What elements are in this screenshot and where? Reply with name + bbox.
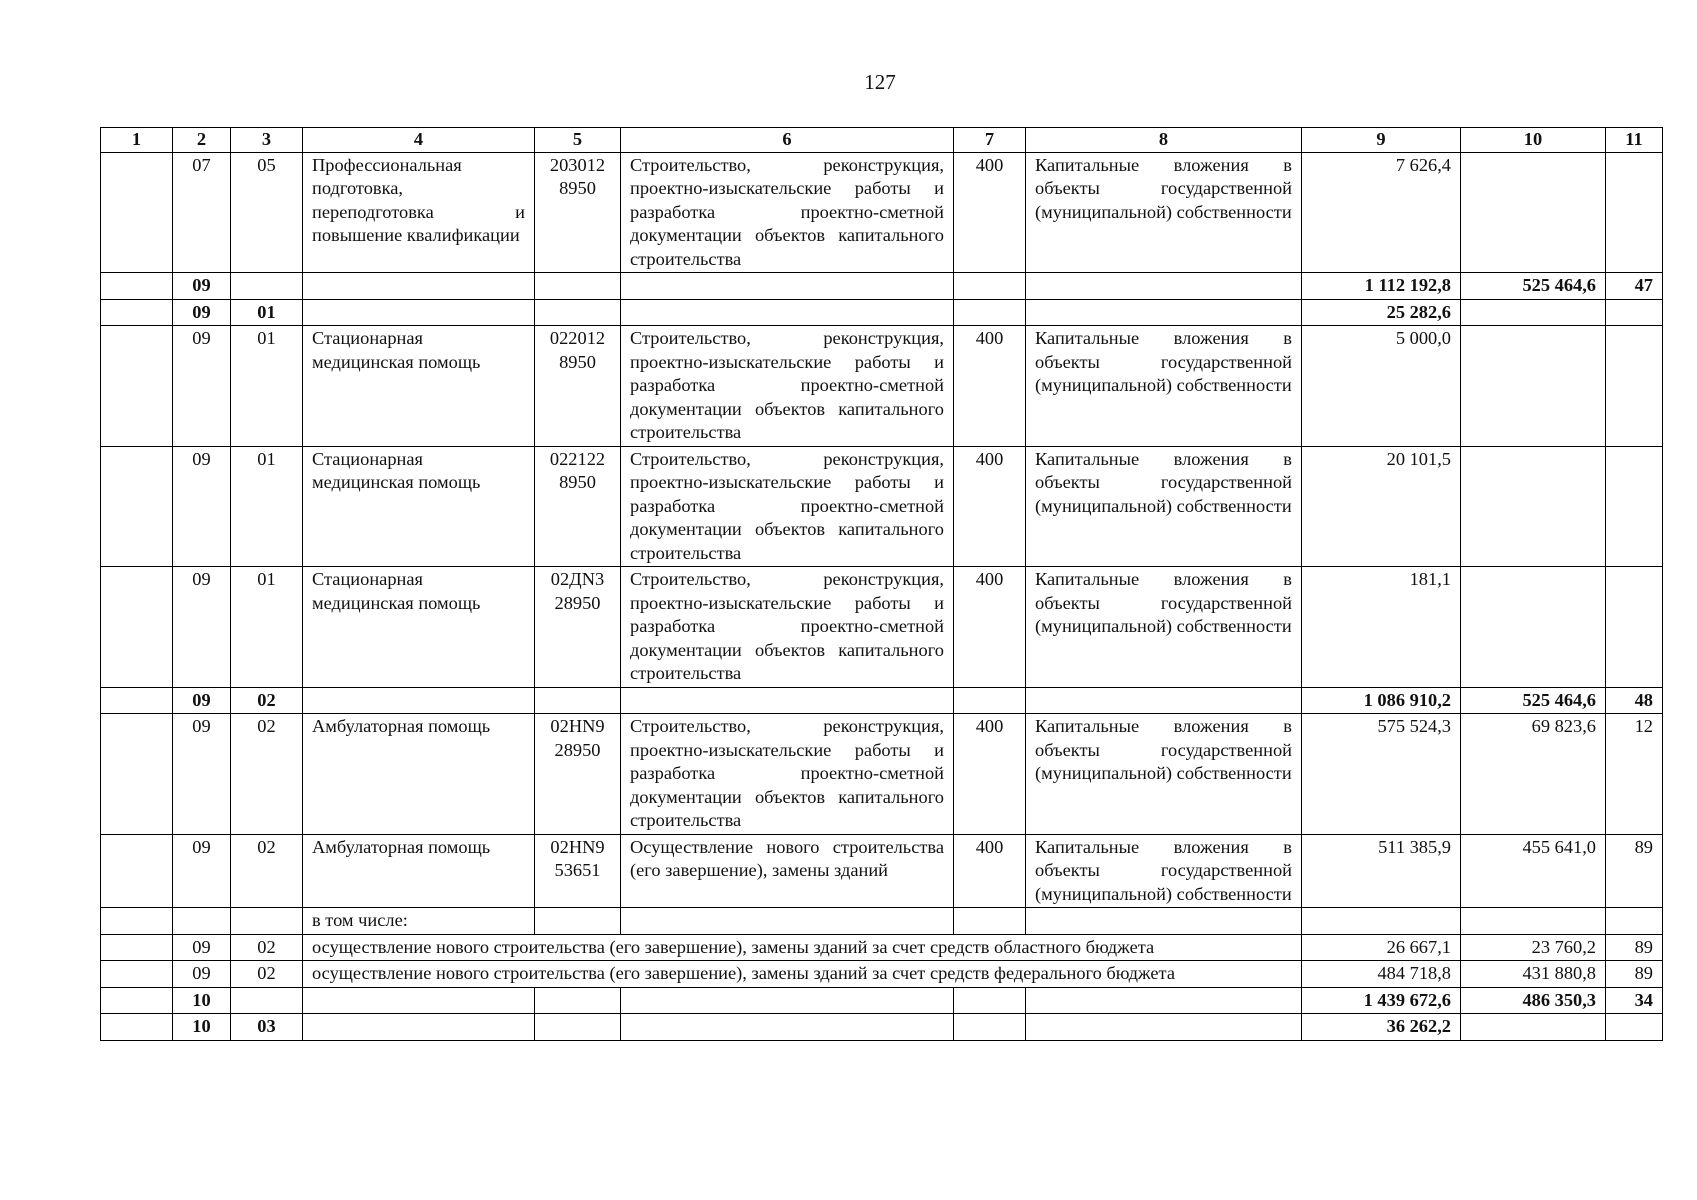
cell-amount-2: [1461, 1014, 1606, 1041]
cell-amount-2: [1461, 446, 1606, 567]
cell-section: 09: [173, 687, 231, 714]
cell-subsection: 02: [231, 961, 303, 988]
table-row: [101, 567, 1663, 688]
cell-empty: [535, 687, 621, 714]
cell-percent: 47: [1606, 273, 1663, 300]
cell-amount-2: 525 464,6: [1461, 273, 1606, 300]
table-row: [101, 714, 1663, 835]
cell-amount-2: 455 641,0: [1461, 834, 1606, 908]
cell-subsection: 02: [231, 714, 303, 835]
cell-amount: 484 718,8: [1302, 961, 1461, 988]
cell-empty: [1302, 908, 1461, 935]
page-number: 127: [864, 70, 896, 94]
cell-amount-2: 69 823,6: [1461, 714, 1606, 835]
cell-subsection: 02: [231, 834, 303, 908]
cell-subsection: 03: [231, 1014, 303, 1041]
cell-amount: 1 439 672,6: [1302, 987, 1461, 1014]
table-row-subtotal: [101, 273, 1663, 300]
cell-empty: [303, 987, 535, 1014]
cell-empty: [954, 273, 1026, 300]
cell-percent: [1606, 446, 1663, 567]
cell-expense-type: 400: [954, 567, 1026, 688]
cell-empty: [101, 152, 173, 273]
cell-amount: 36 262,2: [1302, 1014, 1461, 1041]
cell-subsection-name: Амбулаторная помощь: [303, 714, 535, 835]
cell-expense-name: Капитальные вложения в объекты государственной (муниципальной) собственности: [1026, 446, 1302, 567]
table-row-subtotal: [101, 1014, 1663, 1041]
cell-percent: [1606, 1014, 1663, 1041]
cell-empty: [621, 299, 954, 326]
cell-subsection: 01: [231, 446, 303, 567]
cell-empty: [621, 273, 954, 300]
cell-percent: 34: [1606, 987, 1663, 1014]
table-row: [101, 326, 1663, 447]
column-header: 9: [1302, 128, 1461, 153]
cell-empty: [303, 687, 535, 714]
cell-amount: 26 667,1: [1302, 934, 1461, 961]
cell-empty: [101, 908, 173, 935]
table-row: [101, 834, 1663, 908]
cell-direction: Строительство, реконструкция, проектно-изыскательские работы и разработка проектно-сметной документации объектов капитального строительства: [621, 326, 954, 447]
cell-percent: [1606, 567, 1663, 688]
cell-empty: [535, 299, 621, 326]
cell-empty: [621, 987, 954, 1014]
cell-subsection: [231, 273, 303, 300]
cell-amount: 181,1: [1302, 567, 1461, 688]
cell-direction: Строительство, реконструкция, проектно-изыскательские работы и разработка проектно-сметной документации объектов капитального строительства: [621, 714, 954, 835]
cell-amount: 20 101,5: [1302, 446, 1461, 567]
cell-empty: [1606, 908, 1663, 935]
column-header: 7: [954, 128, 1026, 153]
table-row-subtotal: [101, 299, 1663, 326]
cell-empty: [101, 1014, 173, 1041]
cell-empty: [535, 908, 621, 935]
column-header: 1: [101, 128, 173, 153]
cell-empty: [1461, 908, 1606, 935]
table-row: [101, 446, 1663, 567]
cell-percent: 12: [1606, 714, 1663, 835]
cell-target-code: 022122 8950: [535, 446, 621, 567]
cell-amount-2: 431 880,8: [1461, 961, 1606, 988]
cell-amount: 511 385,9: [1302, 834, 1461, 908]
cell-expense-type: 400: [954, 714, 1026, 835]
cell-subsection-name: Амбулаторная помощь: [303, 834, 535, 908]
cell-empty: [101, 714, 173, 835]
cell-expense-name: Капитальные вложения в объекты государственной (муниципальной) собственности: [1026, 152, 1302, 273]
cell-empty: [621, 1014, 954, 1041]
cell-section: 09: [173, 934, 231, 961]
column-header: 3: [231, 128, 303, 153]
cell-empty: [101, 961, 173, 988]
cell-percent: [1606, 299, 1663, 326]
cell-empty: [954, 687, 1026, 714]
cell-empty: [1026, 687, 1302, 714]
cell-subsection: [231, 987, 303, 1014]
cell-expense-name: Капитальные вложения в объекты государственной (муниципальной) собственности: [1026, 834, 1302, 908]
cell-section: 10: [173, 1014, 231, 1041]
cell-amount-2: 23 760,2: [1461, 934, 1606, 961]
cell-empty: [101, 326, 173, 447]
cell-empty: [231, 908, 303, 935]
cell-expense-type: 400: [954, 446, 1026, 567]
cell-section: 09: [173, 273, 231, 300]
cell-section: 09: [173, 567, 231, 688]
cell-empty: [1026, 908, 1302, 935]
cell-subsection: 02: [231, 934, 303, 961]
cell-direction: Осуществление нового строительства (его завершение), замены зданий: [621, 834, 954, 908]
cell-amount-2: [1461, 299, 1606, 326]
cell-subsection-name: Стационарная медицинская помощь: [303, 446, 535, 567]
cell-amount: 1 086 910,2: [1302, 687, 1461, 714]
cell-target-code: 02ДN3 28950: [535, 567, 621, 688]
cell-percent: 89: [1606, 961, 1663, 988]
cell-empty: [303, 273, 535, 300]
cell-amount-2: [1461, 326, 1606, 447]
cell-percent: [1606, 326, 1663, 447]
cell-expense-type: 400: [954, 326, 1026, 447]
cell-empty: [954, 908, 1026, 935]
cell-section: 09: [173, 299, 231, 326]
cell-section: 09: [173, 446, 231, 567]
cell-including-item: осуществление нового строительства (его завершение), замены зданий за счет средств областного бюджета: [303, 934, 1302, 961]
cell-subsection-name: Профессиональная подготовка, переподготовка и повышение квалификации: [303, 152, 535, 273]
cell-empty: [954, 1014, 1026, 1041]
column-header: 10: [1461, 128, 1606, 153]
cell-subsection: 01: [231, 567, 303, 688]
cell-empty: [1026, 299, 1302, 326]
cell-empty: [535, 1014, 621, 1041]
cell-empty: [101, 834, 173, 908]
column-header: 11: [1606, 128, 1663, 153]
table-header-row: [101, 128, 1663, 153]
cell-percent: 89: [1606, 934, 1663, 961]
cell-empty: [101, 934, 173, 961]
cell-section: 09: [173, 714, 231, 835]
cell-subsection: 05: [231, 152, 303, 273]
budget-table: [100, 127, 1663, 1041]
cell-subsection: 01: [231, 299, 303, 326]
cell-empty: [621, 687, 954, 714]
cell-empty: [101, 446, 173, 567]
cell-percent: 48: [1606, 687, 1663, 714]
cell-direction: Строительство, реконструкция, проектно-изыскательские работы и разработка проектно-сметной документации объектов капитального строительства: [621, 152, 954, 273]
cell-amount: 5 000,0: [1302, 326, 1461, 447]
table-row-subtotal: [101, 687, 1663, 714]
cell-amount: 25 282,6: [1302, 299, 1461, 326]
cell-expense-name: Капитальные вложения в объекты государственной (муниципальной) собственности: [1026, 714, 1302, 835]
cell-section: 07: [173, 152, 231, 273]
column-header: 5: [535, 128, 621, 153]
cell-target-code: 02HN9 28950: [535, 714, 621, 835]
cell-amount: 575 524,3: [1302, 714, 1461, 835]
column-header: 2: [173, 128, 231, 153]
cell-section: 10: [173, 987, 231, 1014]
cell-empty: [101, 567, 173, 688]
cell-empty: [1026, 1014, 1302, 1041]
cell-percent: 89: [1606, 834, 1663, 908]
cell-empty: [303, 1014, 535, 1041]
cell-empty: [535, 273, 621, 300]
table-row: [101, 961, 1663, 988]
cell-including-label: в том числе:: [303, 908, 535, 935]
cell-empty: [1026, 987, 1302, 1014]
cell-empty: [535, 987, 621, 1014]
cell-section: 09: [173, 326, 231, 447]
cell-empty: [621, 908, 954, 935]
cell-empty: [101, 987, 173, 1014]
cell-amount: 1 112 192,8: [1302, 273, 1461, 300]
cell-empty: [101, 273, 173, 300]
table-row: [101, 908, 1663, 935]
cell-target-code: 02HN9 53651: [535, 834, 621, 908]
cell-expense-name: Капитальные вложения в объекты государственной (муниципальной) собственности: [1026, 326, 1302, 447]
cell-subsection: 02: [231, 687, 303, 714]
table-row: [101, 934, 1663, 961]
cell-direction: Строительство, реконструкция, проектно-изыскательские работы и разработка проектно-сметной документации объектов капитального строительства: [621, 567, 954, 688]
cell-subsection-name: Стационарная медицинская помощь: [303, 567, 535, 688]
cell-expense-type: 400: [954, 152, 1026, 273]
cell-section: 09: [173, 961, 231, 988]
cell-direction: Строительство, реконструкция, проектно-изыскательские работы и разработка проектно-сметной документации объектов капитального строительства: [621, 446, 954, 567]
cell-section: 09: [173, 834, 231, 908]
column-header: 8: [1026, 128, 1302, 153]
cell-amount: 7 626,4: [1302, 152, 1461, 273]
cell-amount-2: [1461, 152, 1606, 273]
cell-percent: [1606, 152, 1663, 273]
cell-target-code: 203012 8950: [535, 152, 621, 273]
cell-empty: [101, 299, 173, 326]
table-row: [101, 152, 1663, 273]
cell-amount-2: 525 464,6: [1461, 687, 1606, 714]
cell-expense-type: 400: [954, 834, 1026, 908]
cell-subsection: 01: [231, 326, 303, 447]
cell-amount-2: [1461, 567, 1606, 688]
cell-empty: [954, 299, 1026, 326]
cell-expense-name: Капитальные вложения в объекты государственной (муниципальной) собственности: [1026, 567, 1302, 688]
cell-target-code: 022012 8950: [535, 326, 621, 447]
cell-subsection-name: Стационарная медицинская помощь: [303, 326, 535, 447]
column-header: 4: [303, 128, 535, 153]
cell-empty: [1026, 273, 1302, 300]
cell-empty: [954, 987, 1026, 1014]
cell-empty: [303, 299, 535, 326]
table-row-subtotal: [101, 987, 1663, 1014]
cell-empty: [101, 687, 173, 714]
cell-empty: [173, 908, 231, 935]
cell-including-item: осуществление нового строительства (его завершение), замены зданий за счет средств федерального бюджета: [303, 961, 1302, 988]
column-header: 6: [621, 128, 954, 153]
cell-amount-2: 486 350,3: [1461, 987, 1606, 1014]
